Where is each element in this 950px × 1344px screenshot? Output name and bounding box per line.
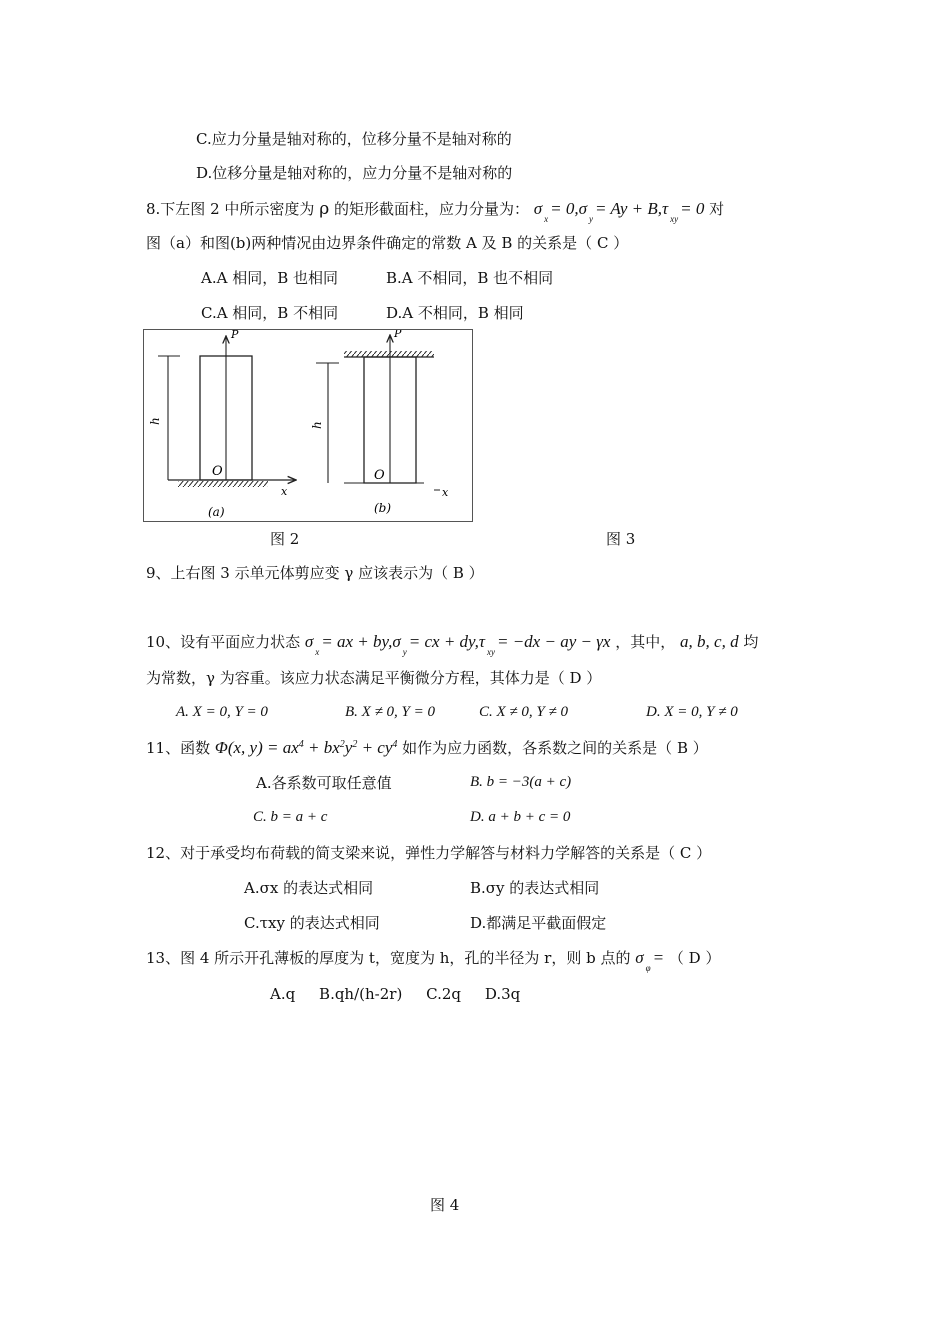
q10-tail: 均 [743, 633, 759, 651]
q8-prefix: 8.下左图 2 中所示密度为 [146, 200, 315, 218]
q8-stem [146, 199, 725, 224]
q8-tail: 对 [709, 200, 725, 218]
figure-2-caption: 图 2 [270, 530, 300, 548]
q12-option-a: A.σx 的表达式相同 [244, 879, 374, 897]
height-label-b: h [310, 421, 324, 429]
figure-3-caption: 图 3 [606, 530, 636, 548]
ground-hatch-a [178, 481, 268, 487]
x-label-b: x [442, 486, 449, 499]
q11-tail: 如作为应力函数，各系数之间的关系是（ B ） [402, 739, 708, 757]
q11-prefix: 11、函数 [146, 739, 211, 757]
load-label-a: P [231, 330, 239, 341]
q8-option-a: A.A 相同，B 也相同 [201, 269, 338, 287]
q8-option-d: D.A 不相同，B 相同 [386, 304, 524, 322]
q13-stem [146, 948, 721, 973]
q10-option-b: B. X ≠ 0, Y = 0 [345, 704, 436, 720]
subfigure-label-a: (a) [208, 505, 225, 519]
origin-label-a: O [212, 464, 223, 479]
q12-option-d: D.都满足平截面假定 [470, 914, 607, 932]
x-label-a: x [281, 485, 288, 498]
rho-symbol: ρ [319, 199, 330, 219]
q8-formula: $\sigma_x= 0,\sigma_y= Ay + B,\tau_{xy}= 0$ [533, 199, 705, 224]
q10-option-c: C. X ≠ 0, Y ≠ 0 [479, 704, 568, 720]
q11-stem [146, 738, 708, 761]
q10-option-a: A. X = 0, Y = 0 [176, 704, 268, 720]
subfigure-label-b: (b) [374, 501, 392, 515]
q10-vars: a, b, c, d [680, 632, 739, 651]
q8-line2: 图（a）和图(b)两种情况由边界条件确定的常数 A 及 B 的关系是（ C ） [146, 234, 629, 252]
origin-label-b: O [374, 468, 385, 483]
q11-option-a: A.各系数可取任意值 [256, 774, 392, 792]
q9-stem: 9、上右图 3 示单元体剪应变 γ 应该表示为（ B ） [146, 564, 484, 582]
q13-options: A.q B.qh/(h-2r) C.2q D.3q [270, 985, 521, 1003]
q11-option-c: C. b = a + c [253, 809, 328, 825]
q11-option-b: B. b = −3(a + c) [470, 774, 572, 790]
q13-text: 13、图 4 所示开孔薄板的厚度为 t，宽度为 h，孔的半径为 r，则 b 点的 [146, 949, 631, 967]
figure-2a [148, 330, 296, 519]
figure-2b [310, 330, 449, 515]
q7-option-c: C.应力分量是轴对称的，位移分量不是轴对称的 [196, 130, 512, 148]
q10-mid: ，其中， [615, 633, 676, 651]
q12-stem: 12、对于承受均布荷载的简支梁来说，弹性力学解答与材料力学解答的关系是（ C ） [146, 844, 712, 862]
height-label-a: h [148, 417, 162, 425]
q10-prefix: 10、设有平面应力状态 [146, 633, 301, 651]
q10-formula: $\sigma_x=$ ax + $by,\sigma_y=$ cx + $dy,\tau_{xy}= -dx$ − ay − γx [304, 632, 611, 657]
load-label-b: P [394, 330, 402, 340]
q8-option-b: B.A 不相同，B 也不相同 [386, 269, 554, 287]
q11-formula: Φ(x, $y) = ax^4 + bx^2y^2 + cy^4$ [214, 738, 398, 757]
figure-4-caption: 图 4 [430, 1196, 460, 1214]
support-hatch-b [344, 351, 434, 357]
q10-stem [146, 632, 759, 657]
q8-option-c: C.A 相同，B 不相同 [201, 304, 339, 322]
q7-option-d: D.位移分量是轴对称的，应力分量不是轴对称的 [196, 164, 513, 182]
q13-formula: $\sigma_\varphi=$ [635, 948, 665, 973]
q12-option-c: C.τxy 的表达式相同 [244, 914, 380, 932]
q11-option-d: D. a + b + c = 0 [470, 809, 571, 825]
q13-tail: （ D ） [668, 949, 721, 967]
q8-mid: 的矩形截面柱，应力分量为： [333, 200, 529, 218]
figure-2 [143, 329, 473, 522]
figure-2-drawing [144, 330, 472, 521]
q10-line2: 为常数，γ 为容重。该应力状态满足平衡微分方程，其体力是（ D ） [146, 669, 602, 687]
q10-option-d: D. X = 0, Y ≠ 0 [646, 704, 738, 720]
q12-option-b: B.σy 的表达式相同 [470, 879, 600, 897]
